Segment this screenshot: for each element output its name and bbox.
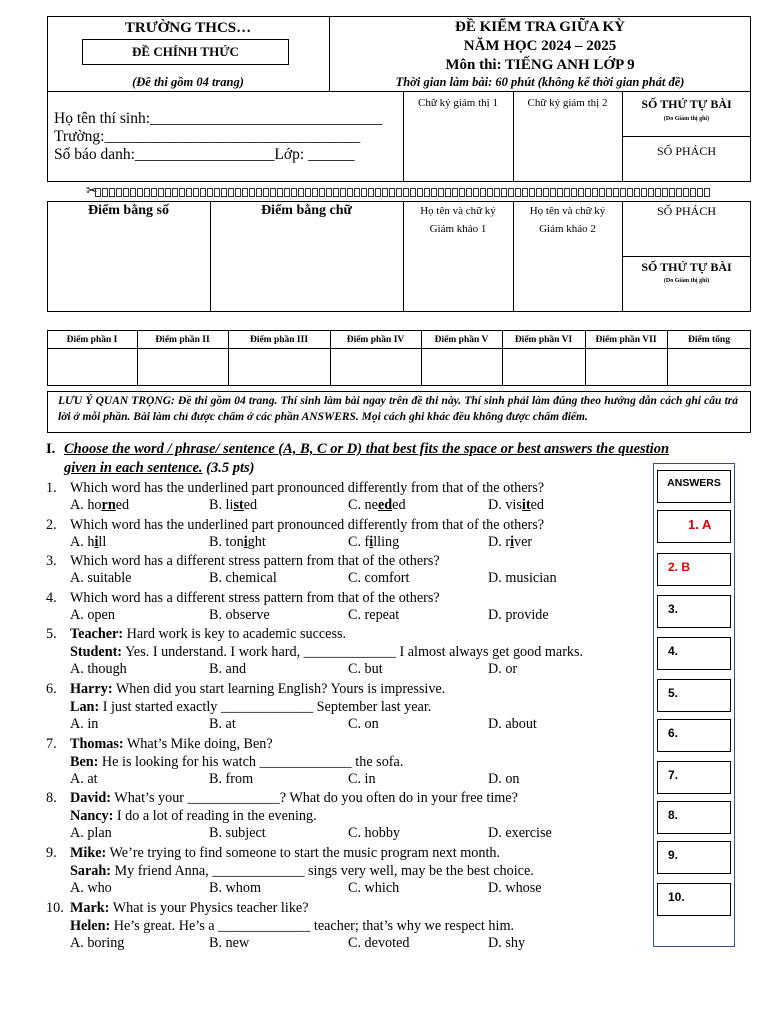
option-c[interactable]: C. devoted: [348, 935, 410, 951]
question-10-reply: Helen: He’s great. He’s a _____________ teacher; that’s why we respect him.: [70, 918, 515, 934]
option-d[interactable]: D. exercise: [488, 825, 552, 841]
question-6-reply: Lan: I just started exactly _____________ September last year.: [70, 699, 432, 715]
question-8: 8. David: What’s your _____________? What do you often do in your free time?: [46, 790, 518, 806]
section-title-line1: Choose the word / phrase/ sentence (A, B, C or D) that best fits the space or best answers the question: [64, 441, 670, 457]
speaker: Student:: [70, 644, 123, 660]
option-d[interactable]: D. musician: [488, 570, 557, 586]
exam-title: ĐỀ KIỂM TRA GIỮA KỲ: [454, 19, 626, 35]
speaker: Sarah:: [70, 863, 111, 879]
option-d[interactable]: D. on: [488, 771, 520, 787]
option-c[interactable]: C. repeat: [348, 607, 400, 623]
part-score-label: Điểm phần I: [66, 335, 118, 345]
examiner2-label-b: Giám khảo 2: [539, 223, 596, 235]
option-a[interactable]: A. horned: [70, 497, 130, 513]
option-b[interactable]: B. and: [209, 661, 247, 677]
option-d[interactable]: D. provide: [488, 607, 549, 623]
answer-box-9[interactable]: 9.: [657, 841, 731, 874]
speaker: Helen:: [70, 918, 111, 934]
option-d[interactable]: D. whose: [488, 880, 542, 896]
part-score-label: Điểm phần VI: [514, 335, 573, 345]
question-1: 1. Which word has the underlined part pronounced differently from that of the others?: [46, 480, 545, 496]
answer-box-7[interactable]: 7.: [657, 761, 731, 794]
part-score-cell[interactable]: [47, 349, 137, 385]
speaker: David:: [70, 790, 111, 806]
question-7-reply: Ben: He is looking for his watch _____________ the sofa.: [70, 754, 404, 770]
question-3: 3. Which word has a different stress pattern from that of the others?: [46, 553, 440, 569]
option-c[interactable]: C. comfort: [348, 570, 410, 586]
question-9-reply: Sarah: My friend Anna, _____________ sings very well, may be the best choice.: [70, 863, 534, 879]
option-a[interactable]: A. in: [70, 716, 99, 732]
option-b[interactable]: B. chemical: [209, 570, 277, 586]
part-score-label: Điểm phần II: [155, 335, 210, 345]
option-a[interactable]: A. suitable: [70, 570, 132, 586]
answer-box-8[interactable]: 8.: [657, 801, 731, 834]
part-score-label: Điểm phần IV: [346, 335, 405, 345]
answer-box-2[interactable]: 2. B: [657, 553, 731, 586]
secret-number-label: SỐ PHÁCH: [656, 144, 716, 158]
speaker: Teacher:: [70, 626, 124, 642]
speaker: Mark:: [70, 900, 110, 916]
speaker: Lan:: [70, 699, 100, 715]
question-5: 5. Teacher: Hard work is key to academic success.: [46, 626, 347, 642]
scissors-icon: ✂: [86, 183, 98, 199]
question-6: 6. Harry: When did you start learning English? Yours is impressive.: [46, 681, 446, 697]
student-school-field[interactable]: Trường:_________________________________: [54, 128, 361, 145]
option-a[interactable]: A. hill: [70, 534, 107, 550]
option-b[interactable]: B. listed: [209, 497, 258, 513]
option-a[interactable]: A. open: [70, 607, 115, 623]
part-score-cell[interactable]: [667, 349, 751, 385]
part-score-cell[interactable]: [421, 349, 502, 385]
answers-title: ANSWERS: [657, 470, 731, 503]
part-score-cell[interactable]: [228, 349, 330, 385]
option-b[interactable]: B. whom: [209, 880, 262, 896]
part-score-label: Điểm phần VII: [595, 335, 657, 345]
part-score-label: Điểm phần III: [249, 335, 309, 345]
supervisor1-signature: Chữ ký giám thị 1: [418, 97, 498, 109]
score-order-note: (Do Giám thị ghi): [663, 278, 710, 284]
part-score-cell[interactable]: [330, 349, 421, 385]
exam-time: Thời gian làm bài: 60 phút (không kể thời gian phát đề): [395, 75, 685, 89]
option-a[interactable]: A. who: [70, 880, 112, 896]
answer-box-4[interactable]: 4.: [657, 637, 731, 670]
supervisor2-signature: Chữ ký giám thị 2: [527, 97, 608, 109]
option-c[interactable]: C. which: [348, 880, 400, 896]
answer-box-6[interactable]: 6.: [657, 719, 731, 752]
option-c[interactable]: C. but: [348, 661, 383, 677]
question-2: 2. Which word has the underlined part pronounced differently from that of the others?: [46, 517, 545, 533]
option-b[interactable]: B. observe: [209, 607, 270, 623]
question-10: 10. Mark: What is your Physics teacher like?: [46, 900, 309, 916]
option-a[interactable]: A. at: [70, 771, 98, 787]
score-order-number: SỐ THỨ TỰ BÀI: [641, 260, 732, 274]
part-score-label: Điểm phần V: [434, 335, 489, 345]
option-b[interactable]: B. subject: [209, 825, 266, 841]
answer-box-1[interactable]: 1. A: [657, 510, 731, 543]
section-title-line2: given in each sentence. (3.5 pts): [64, 460, 255, 476]
option-d[interactable]: D. river: [488, 534, 533, 550]
speaker: Mike:: [70, 845, 107, 861]
section-number: I.: [46, 441, 56, 457]
speaker: Thomas:: [70, 736, 124, 752]
question-9: 9. Mike: We’re trying to find someone to start the music program next month.: [46, 845, 501, 861]
cut-line: [95, 183, 730, 199]
school-year: NĂM HỌC 2024 – 2025: [463, 38, 617, 54]
option-d[interactable]: D. visited: [488, 497, 544, 513]
examiner2-label-a: Họ tên và chữ ký: [529, 205, 606, 217]
option-d[interactable]: D. shy: [488, 935, 526, 951]
answer-box-5[interactable]: 5.: [657, 679, 731, 712]
examiner1-label-a: Họ tên và chữ ký: [420, 205, 496, 217]
official-label: ĐỀ CHÍNH THỨC: [82, 39, 289, 65]
part-score-label: Điểm tổng: [688, 335, 730, 345]
option-b[interactable]: B. at: [209, 716, 236, 732]
option-c[interactable]: C. on: [348, 716, 379, 732]
speaker: Nancy:: [70, 808, 114, 824]
part-score-cell[interactable]: [137, 349, 228, 385]
order-number-note: (Do Giám thị ghi): [663, 116, 710, 122]
option-c[interactable]: C. needed: [348, 497, 406, 513]
option-d[interactable]: D. or: [488, 661, 518, 677]
option-c[interactable]: C. in: [348, 771, 376, 787]
option-a[interactable]: A. plan: [70, 825, 112, 841]
question-8-reply: Nancy: I do a lot of reading in the evening.: [70, 808, 317, 824]
option-c[interactable]: C. filling: [348, 534, 400, 550]
question-4: 4. Which word has a different stress pattern from that of the others?: [46, 590, 440, 606]
school-name: TRƯỜNG THCS…: [124, 20, 252, 36]
student-name-field[interactable]: Họ tên thí sinh:______________________________: [54, 110, 383, 127]
question-5-reply: Student: Yes. I understand. I work hard, _____________ I almost always get good marks.: [70, 644, 584, 660]
speaker: Harry:: [70, 681, 113, 697]
answer-box-3[interactable]: 3.: [657, 595, 731, 628]
student-id-field[interactable]: Số báo danh:__________________Lớp: ______: [54, 146, 355, 163]
option-a[interactable]: A. boring: [70, 935, 125, 951]
part-score-cell[interactable]: [502, 349, 585, 385]
part-score-cell[interactable]: [585, 349, 667, 385]
notice-text: LƯU Ý QUAN TRỌNG: Đề thi gồm 04 trang. Thí sinh làm bài ngay trên đề thi này. Thí sinh phải làm đúng theo hướng dẫn cách ghi câu trả lời ở mỗi phần. Bài làm chỉ được chấm ở các phần ANSWERS. Mọi cách ghi khác đều không được chấm điểm.: [58, 395, 738, 423]
subject: Môn thi: TIẾNG ANH LỚP 9: [445, 57, 635, 73]
option-b[interactable]: B. new: [209, 935, 250, 951]
option-c[interactable]: C. hobby: [348, 825, 401, 841]
order-number-label: SỐ THỨ TỰ BÀI: [641, 97, 732, 111]
pages-note: (Đề thi gồm 04 trang): [132, 75, 244, 89]
score-by-words: Điểm bằng chữ: [261, 203, 352, 218]
answer-box-10[interactable]: 10.: [657, 883, 731, 916]
examiner1-label-b: Giám khảo 1: [429, 223, 487, 235]
option-a[interactable]: A. though: [70, 661, 127, 677]
score-by-number: Điểm bằng số: [88, 203, 169, 218]
option-b[interactable]: B. from: [209, 771, 254, 787]
question-7: 7. Thomas: What’s Mike doing, Ben?: [46, 736, 273, 752]
section-points: (3.5 pts): [206, 460, 255, 476]
score-secret-number: SỐ PHÁCH: [656, 204, 716, 218]
option-d[interactable]: D. about: [488, 716, 537, 732]
option-b[interactable]: B. tonight: [209, 534, 266, 550]
speaker: Ben:: [70, 754, 99, 770]
